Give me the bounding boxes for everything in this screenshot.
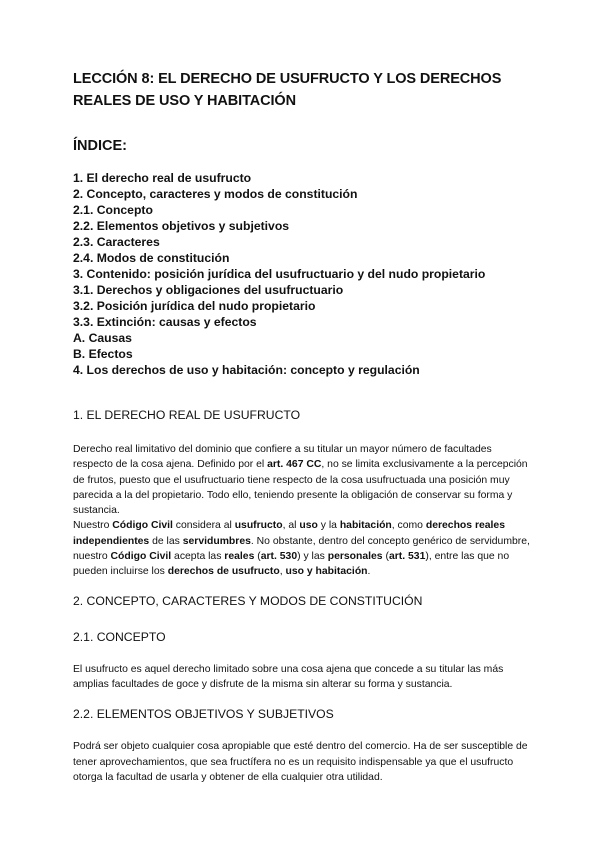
bold-run: usufructo (234, 520, 283, 532)
text-run: Nuestro (73, 520, 113, 532)
text-run: ( (254, 551, 261, 563)
bold-run: derechos de usufructo (167, 566, 280, 578)
bold-run: reales (224, 551, 255, 563)
text-run: ) y las (297, 551, 328, 563)
bold-run: Código Civil (110, 551, 172, 563)
bold-run: art. 530 (260, 551, 298, 563)
paragraph-definition (73, 442, 530, 518)
toc-item: 2.3. Caracteres (73, 235, 160, 249)
bold-run: servidumbres (182, 535, 251, 547)
toc-item: 3.3. Extinción: causas y efectos (73, 315, 257, 329)
toc-item: 2.4. Modos de constitución (73, 251, 230, 265)
bold-run: art. 531 (388, 551, 426, 563)
section-heading-elementos: 2.2. ELEMENTOS OBJETIVOS Y SUBJETIVOS (73, 707, 334, 722)
text-run: acepta las (171, 551, 225, 563)
document-title: LECCIÓN 8: EL DERECHO DE USUFRUCTO Y LOS DERECHOS REALES DE USO Y HABITACIÓN (73, 71, 502, 109)
bold-run: art. 467 CC (267, 459, 322, 471)
section-heading-concepto-caracteres: 2. CONCEPTO, CARACTERES Y MODOS DE CONSTITUCIÓN (73, 593, 423, 608)
toc-item: 4. Los derechos de uso y habitación: concepto y regulación (73, 363, 420, 377)
text-run: . (367, 566, 371, 578)
paragraph-codigo-civil (73, 518, 530, 579)
bold-run: Código Civil (112, 520, 173, 532)
toc-item: 2.1. Concepto (73, 203, 153, 217)
toc-item: B. Efectos (73, 347, 133, 361)
toc-item: 2. Concepto, caracteres y modos de constitución (73, 187, 358, 201)
paragraph-elementos: Podrá ser objeto cualquier cosa apropiable que esté dentro del comercio. Ha de ser susceptible de tener aprovechamientos, que sea fructífera no es un requisito indispensable ya que el usufructo otorga la facultad de usarla y obtener de ella cualquier otra utilidad. (73, 741, 528, 783)
text-run: , (279, 566, 286, 578)
text-run: considera al (172, 520, 235, 532)
text-run: de las (149, 535, 183, 547)
text-run: , como (391, 520, 426, 532)
bold-run: personales (327, 551, 383, 563)
toc-item: 3.1. Derechos y obligaciones del usufructuario (73, 283, 344, 297)
bold-run: derechos reales independientes (73, 520, 505, 547)
bold-run: habitación (339, 520, 392, 532)
text-run: ( (382, 551, 389, 563)
text-run: Derecho real limitativo del dominio que confiere a su titular un mayor número de facultades respecto de la cosa ajena. Definido por el (73, 444, 492, 471)
bold-run: uso (299, 520, 318, 532)
toc-item: 3. Contenido: posición jurídica del usufructuario y del nudo propietario (73, 267, 486, 281)
toc-item: 3.2. Posición jurídica del nudo propietario (73, 299, 316, 313)
section-heading-usufructo: 1. EL DERECHO REAL DE USUFRUCTO (73, 408, 301, 422)
bold-run: uso y habitación (285, 566, 368, 578)
text-run: y la (317, 520, 340, 532)
toc-item: 2.2. Elementos objetivos y subjetivos (73, 219, 290, 233)
text-run: , no se limita exclusivamente a la percepción de frutos, puesto que el usufructuario tiene respecto de la cosa usufructuada una posición muy parecida a la del propietario. Todo ello, teniendo presente la obligación de conservar su forma y sustancia. (73, 459, 528, 517)
toc-item: 1. El derecho real de usufructo (73, 171, 252, 185)
section-heading-concepto: 2.1. CONCEPTO (73, 629, 166, 644)
table-of-contents (73, 170, 530, 378)
toc-item: A. Causas (73, 331, 132, 345)
text-run: , al (282, 520, 300, 532)
paragraph-concepto: El usufructo es aquel derecho limitado sobre una cosa ajena que concede a su titular las más amplias facultades de goce y disfrute de la misma sin alterar su forma y sustancia. (73, 663, 504, 690)
text-run: ), entre las que no pueden incluirse los (73, 551, 510, 578)
text-run: . No obstante, dentro del concepto genérico de servidumbre, nuestro (73, 535, 530, 563)
index-heading: ÍNDICE: (73, 138, 127, 154)
